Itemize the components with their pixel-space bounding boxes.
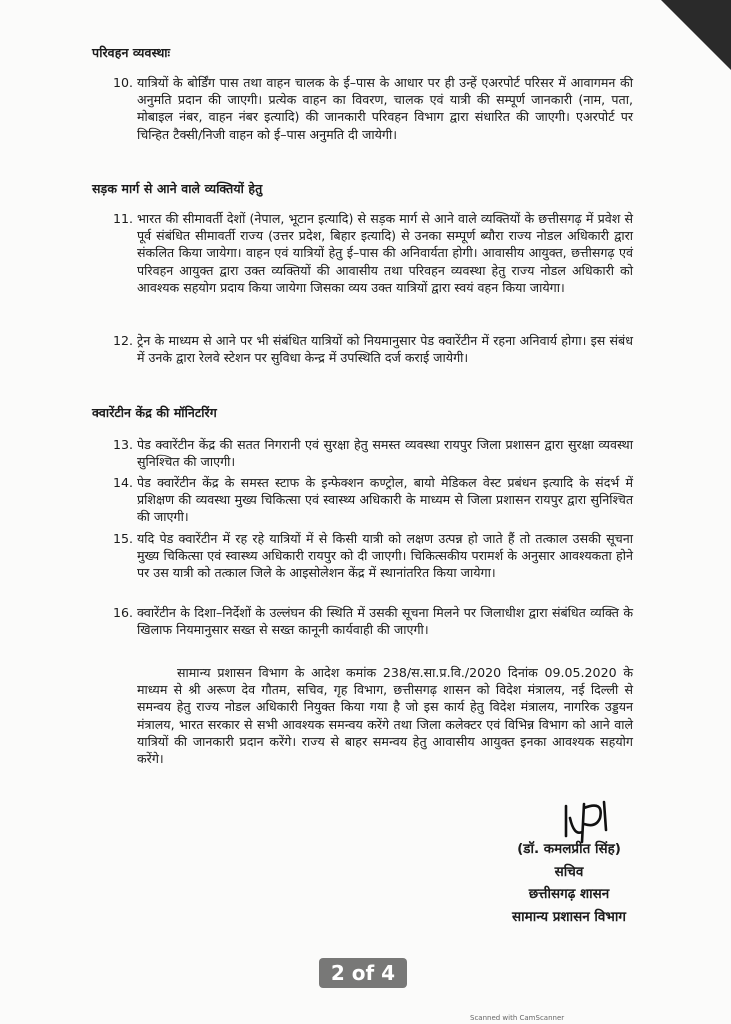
item-paragraph-11: भारत की सीमावर्ती देशों (नेपाल, भूटान इत्यादि) से सड़क मार्ग से आने वाले व्यक्तियों के छत्तीसगढ़ में प्रवेश से पूर्व संबंधित सीमावर्ती राज्य (उत्तर प्रदेश, बिहार इत्यादि) से उनका सम्पूर्ण ब्यौरा राज्य नोडल अधिकारी द्वारा संकलित किया जायेगा। वाहन एवं यात्रियों हेतु ई–पास की अनिवार्यता होगी। आवासीय आयुक्त, छत्तीसगढ़ एवं परिवहन आयुक्त द्वारा उक्त व्यक्तियों की आवासीय तथा परिवहन व्यवस्था हेतु राज्य नोडल अधिकारी को आवश्यक सहयोग प्रदाय किया जायेगा जिसका व्यय उक्त यात्रियों द्वारा स्वयं वहन किया जायेगा। [137,211,633,295]
section-heading-road: सड़क मार्ग से आने वाले व्यक्तियों हेतु [92,181,263,196]
item-paragraph-13: पेड क्वारेंटीन केंद्र की सतत निगरानी एवं सुरक्षा हेतु समस्त व्यवस्था रायपुर जिला प्रशासन द्वारा सुरक्षा व्यवस्था सुनिश्चित की जाएगी। [137,437,633,470]
section-heading-quarantine: क्वारेंटीन केंद्र की मॉनिटरिंग [92,405,217,420]
section-heading-transport: परिवहन व्यवस्थाः [92,45,171,60]
signatory-designation: सचिव [554,863,584,880]
item-number: 12. [113,333,134,348]
scanner-watermark: Scanned with CamScanner [470,1014,565,1022]
item-number: 11. [113,211,134,226]
item-paragraph-12: ट्रेन के माध्यम से आने पर भी संबंधित यात्रियों को नियमानुसार पेड क्वारेंटीन में रहना अनिवार्य होगा। इस संबंध में उनके द्वारा रेलवे स्टेशन पर सुविधा केन्द्र में उपस्थिति दर्ज कराई जायेगी। [137,333,633,366]
signature-block [512,838,626,928]
item-paragraph-14: पेड क्वारेंटीन केंद्र के समस्त स्टाफ के इन्फेक्शन कण्ट्रोल, बायो मेडिकल वेस्ट प्रबंधन इत्यादि के संदर्भ में प्रशिक्षण की व्यवस्था मुख्य चिकित्सा एवं स्वास्थ्य अधिकारी के माध्यम से जिला प्रशासन रायपुर द्वारा सुनिश्चित की जाएगी। [137,475,633,525]
item-paragraph-16: क्वारेंटीन के दिशा–निर्देशों के उल्लंघन की स्थिति में उसकी सूचना मिलने पर जिलाधीश द्वारा संबंधित व्यक्ति के खिलाफ नियमानुसार सख्त से सख्त कानूनी कार्यवाही की जाएगी। [137,605,633,638]
item-number: 13. [113,437,134,452]
page-indicator: 2 of 4 [319,958,407,988]
item-number: 14. [113,475,134,490]
page-corner-fold [661,0,731,70]
item-paragraph-10: यात्रियों के बोर्डिंग पास तथा वाहन चालक के ई–पास के आधार पर ही उन्हें एअरपोर्ट परिसर में आवागमन की अनुमति प्रदान की जाएगी। प्रत्येक वाहन का विवरण, चालक एवं यात्री की सम्पूर्ण जानकारी (नाम, पता, मोबाइल नंबर, वाहन नंबर इत्यादि) की जानकारी परिवहन विभाग द्वारा संधारित की जाएगी। एअरपोर्ट पर चिन्हित टैक्सी/निजी वाहन को ई–पास अनुमति दी जायेगी। [137,75,633,142]
signatory-government: छत्तीसगढ़ शासन [528,886,610,902]
item-number: 10. [113,75,134,90]
signatory-department: सामान्य प्रशासन विभाग [512,908,626,925]
item-number: 16. [113,605,134,620]
signatory-name: (डॉ. कमलप्रीत सिंह) [517,841,621,857]
item-number: 15. [113,531,134,546]
closing-paragraph: सामान्य प्रशासन विभाग के आदेश कमांक 238/स.सा.प्र.वि./2020 दिनांक 09.05.2020 के माध्यम से श्री अरूण देव गौतम, सचिव, गृह विभाग, छत्तीसगढ़ शासन को विदेश मंत्रालय, नई दिल्ली से समन्वय हेतु राज्य नोडल अधिकारी नियुक्त किया गया है जो इस कार्य हेतु विदेश मंत्रालय, नागरिक उड्डयन मंत्रालय, भारत सरकार से सभी आवश्यक समन्वय करेंगे तथा जिला कलेक्टर एवं विभिन्न विभाग को आने वाले यात्रियों की जानकारी प्रदान करेंगे। राज्य से बाहर समन्वय हेतु आवासीय आयुक्त इनका आवश्यक सहयोग करेंगे। [137,665,633,767]
item-paragraph-15: यदि पेड क्वारेंटीन में रह रहे यात्रियों में से किसी यात्री को लक्षण उत्पन्न हो जाते हैं तो तत्काल उसकी सूचना मुख्य चिकित्सा एवं स्वास्थ्य अधिकारी रायपुर को दी जाएगी। चिकित्सकीय परामर्श के अनुसार आवश्यकता होने पर उस यात्री को तत्काल जिले के आइसोलेशन केंद्र में स्थानांतरित किया जायेगा। [137,531,633,581]
